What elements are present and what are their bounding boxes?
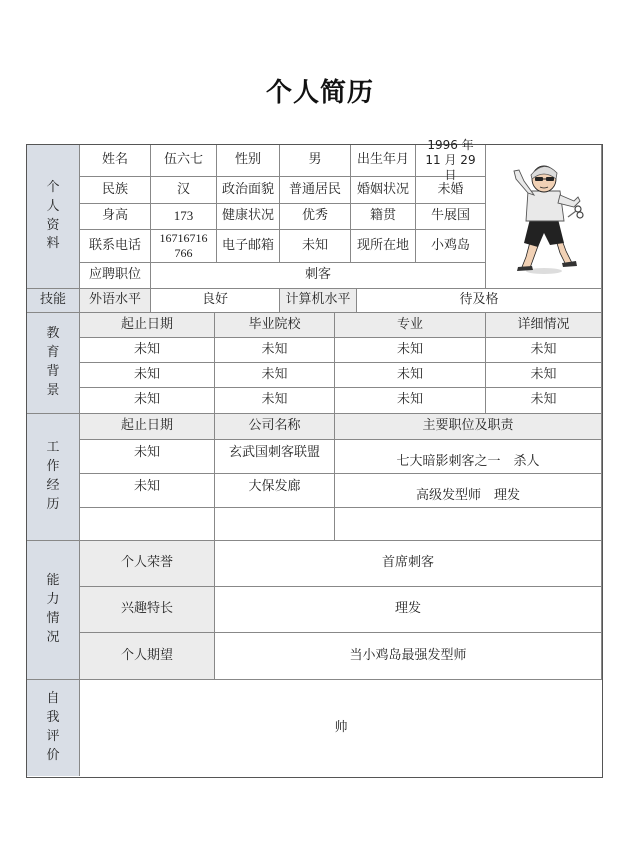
edu-cell: 未知	[486, 363, 602, 388]
health-label: 健康状况	[217, 204, 280, 230]
edu-cell: 未知	[80, 388, 215, 414]
work-cell: 未知	[80, 440, 215, 474]
position-label: 应聘职位	[80, 263, 151, 289]
edu-cell: 未知	[335, 388, 486, 414]
ethnic-label: 民族	[80, 177, 151, 204]
expect-value: 当小鸡岛最强发型师	[215, 633, 602, 680]
computer-value: 待及格	[357, 289, 602, 313]
section-skills: 技能	[27, 289, 80, 313]
health-value: 优秀	[280, 204, 351, 230]
name-value: 伍六七	[151, 145, 217, 177]
phone-value: 16716716766	[151, 230, 217, 263]
birth-value: 1996 年 11 月 29 日	[416, 145, 486, 177]
edu-cell: 未知	[486, 388, 602, 414]
section-self: 自 我 评 价	[27, 680, 80, 776]
edu-cell: 未知	[215, 338, 335, 363]
cartoon-character-photo-icon	[504, 157, 584, 277]
section-ability: 能 力 情 况	[27, 541, 80, 680]
phone-label: 联系电话	[80, 230, 151, 263]
resume-table	[26, 138, 603, 778]
political-label: 政治面貌	[217, 177, 280, 204]
section-education: 教 育 背 景	[27, 313, 80, 414]
position-value: 刺客	[151, 263, 486, 289]
location-value: 小鸡岛	[416, 230, 486, 263]
email-label: 电子邮箱	[217, 230, 280, 263]
edu-header-major: 专业	[335, 313, 486, 338]
political-value: 普通居民	[280, 177, 351, 204]
height-label: 身高	[80, 204, 151, 230]
work-cell: 玄武国刺客联盟	[215, 440, 335, 474]
work-header-company: 公司名称	[215, 414, 335, 440]
ethnic-value: 汉	[151, 177, 217, 204]
work-header-date: 起止日期	[80, 414, 215, 440]
honor-value: 首席刺客	[215, 541, 602, 587]
edu-cell: 未知	[215, 388, 335, 414]
hobby-label: 兴趣特长	[80, 587, 215, 633]
edu-cell: 未知	[80, 363, 215, 388]
work-cell: 高级发型师 理发	[335, 474, 602, 508]
work-cell: 七大暗影刺客之一 杀人	[335, 440, 602, 474]
birth-label: 出生年月	[351, 145, 416, 177]
profile-photo	[486, 145, 602, 289]
work-cell: 大保发廊	[215, 474, 335, 508]
edu-cell: 未知	[335, 363, 486, 388]
marital-value: 未婚	[416, 177, 486, 204]
honor-label: 个人荣誉	[80, 541, 215, 587]
edu-cell: 未知	[80, 338, 215, 363]
marital-label: 婚姻状况	[351, 177, 416, 204]
section-personal: 个 人 资 料	[27, 145, 80, 289]
hobby-value: 理发	[215, 587, 602, 633]
email-value: 未知	[280, 230, 351, 263]
height-value: 173	[151, 204, 217, 230]
gender-label: 性别	[217, 145, 280, 177]
edu-cell: 未知	[486, 338, 602, 363]
language-value: 良好	[151, 289, 280, 313]
name-label: 姓名	[80, 145, 151, 177]
language-label: 外语水平	[80, 289, 151, 313]
edu-cell: 未知	[335, 338, 486, 363]
location-label: 现所在地	[351, 230, 416, 263]
work-header-duty: 主要职位及职责	[335, 414, 602, 440]
work-cell	[80, 508, 215, 541]
section-work: 工 作 经 历	[27, 414, 80, 541]
work-cell: 未知	[80, 474, 215, 508]
edu-header-school: 毕业院校	[215, 313, 335, 338]
computer-label: 计算机水平	[280, 289, 357, 313]
origin-label: 籍贯	[351, 204, 416, 230]
self-evaluation-text: 帅	[334, 719, 348, 735]
origin-value: 牛展国	[416, 204, 486, 230]
work-cell	[215, 508, 335, 541]
work-cell	[335, 508, 602, 541]
gender-value: 男	[280, 145, 351, 177]
edu-cell: 未知	[215, 363, 335, 388]
edu-header-date: 起止日期	[80, 313, 215, 338]
expect-label: 个人期望	[80, 633, 215, 680]
edu-header-detail: 详细情况	[486, 313, 602, 338]
resume-title: 个人简历	[265, 78, 374, 108]
